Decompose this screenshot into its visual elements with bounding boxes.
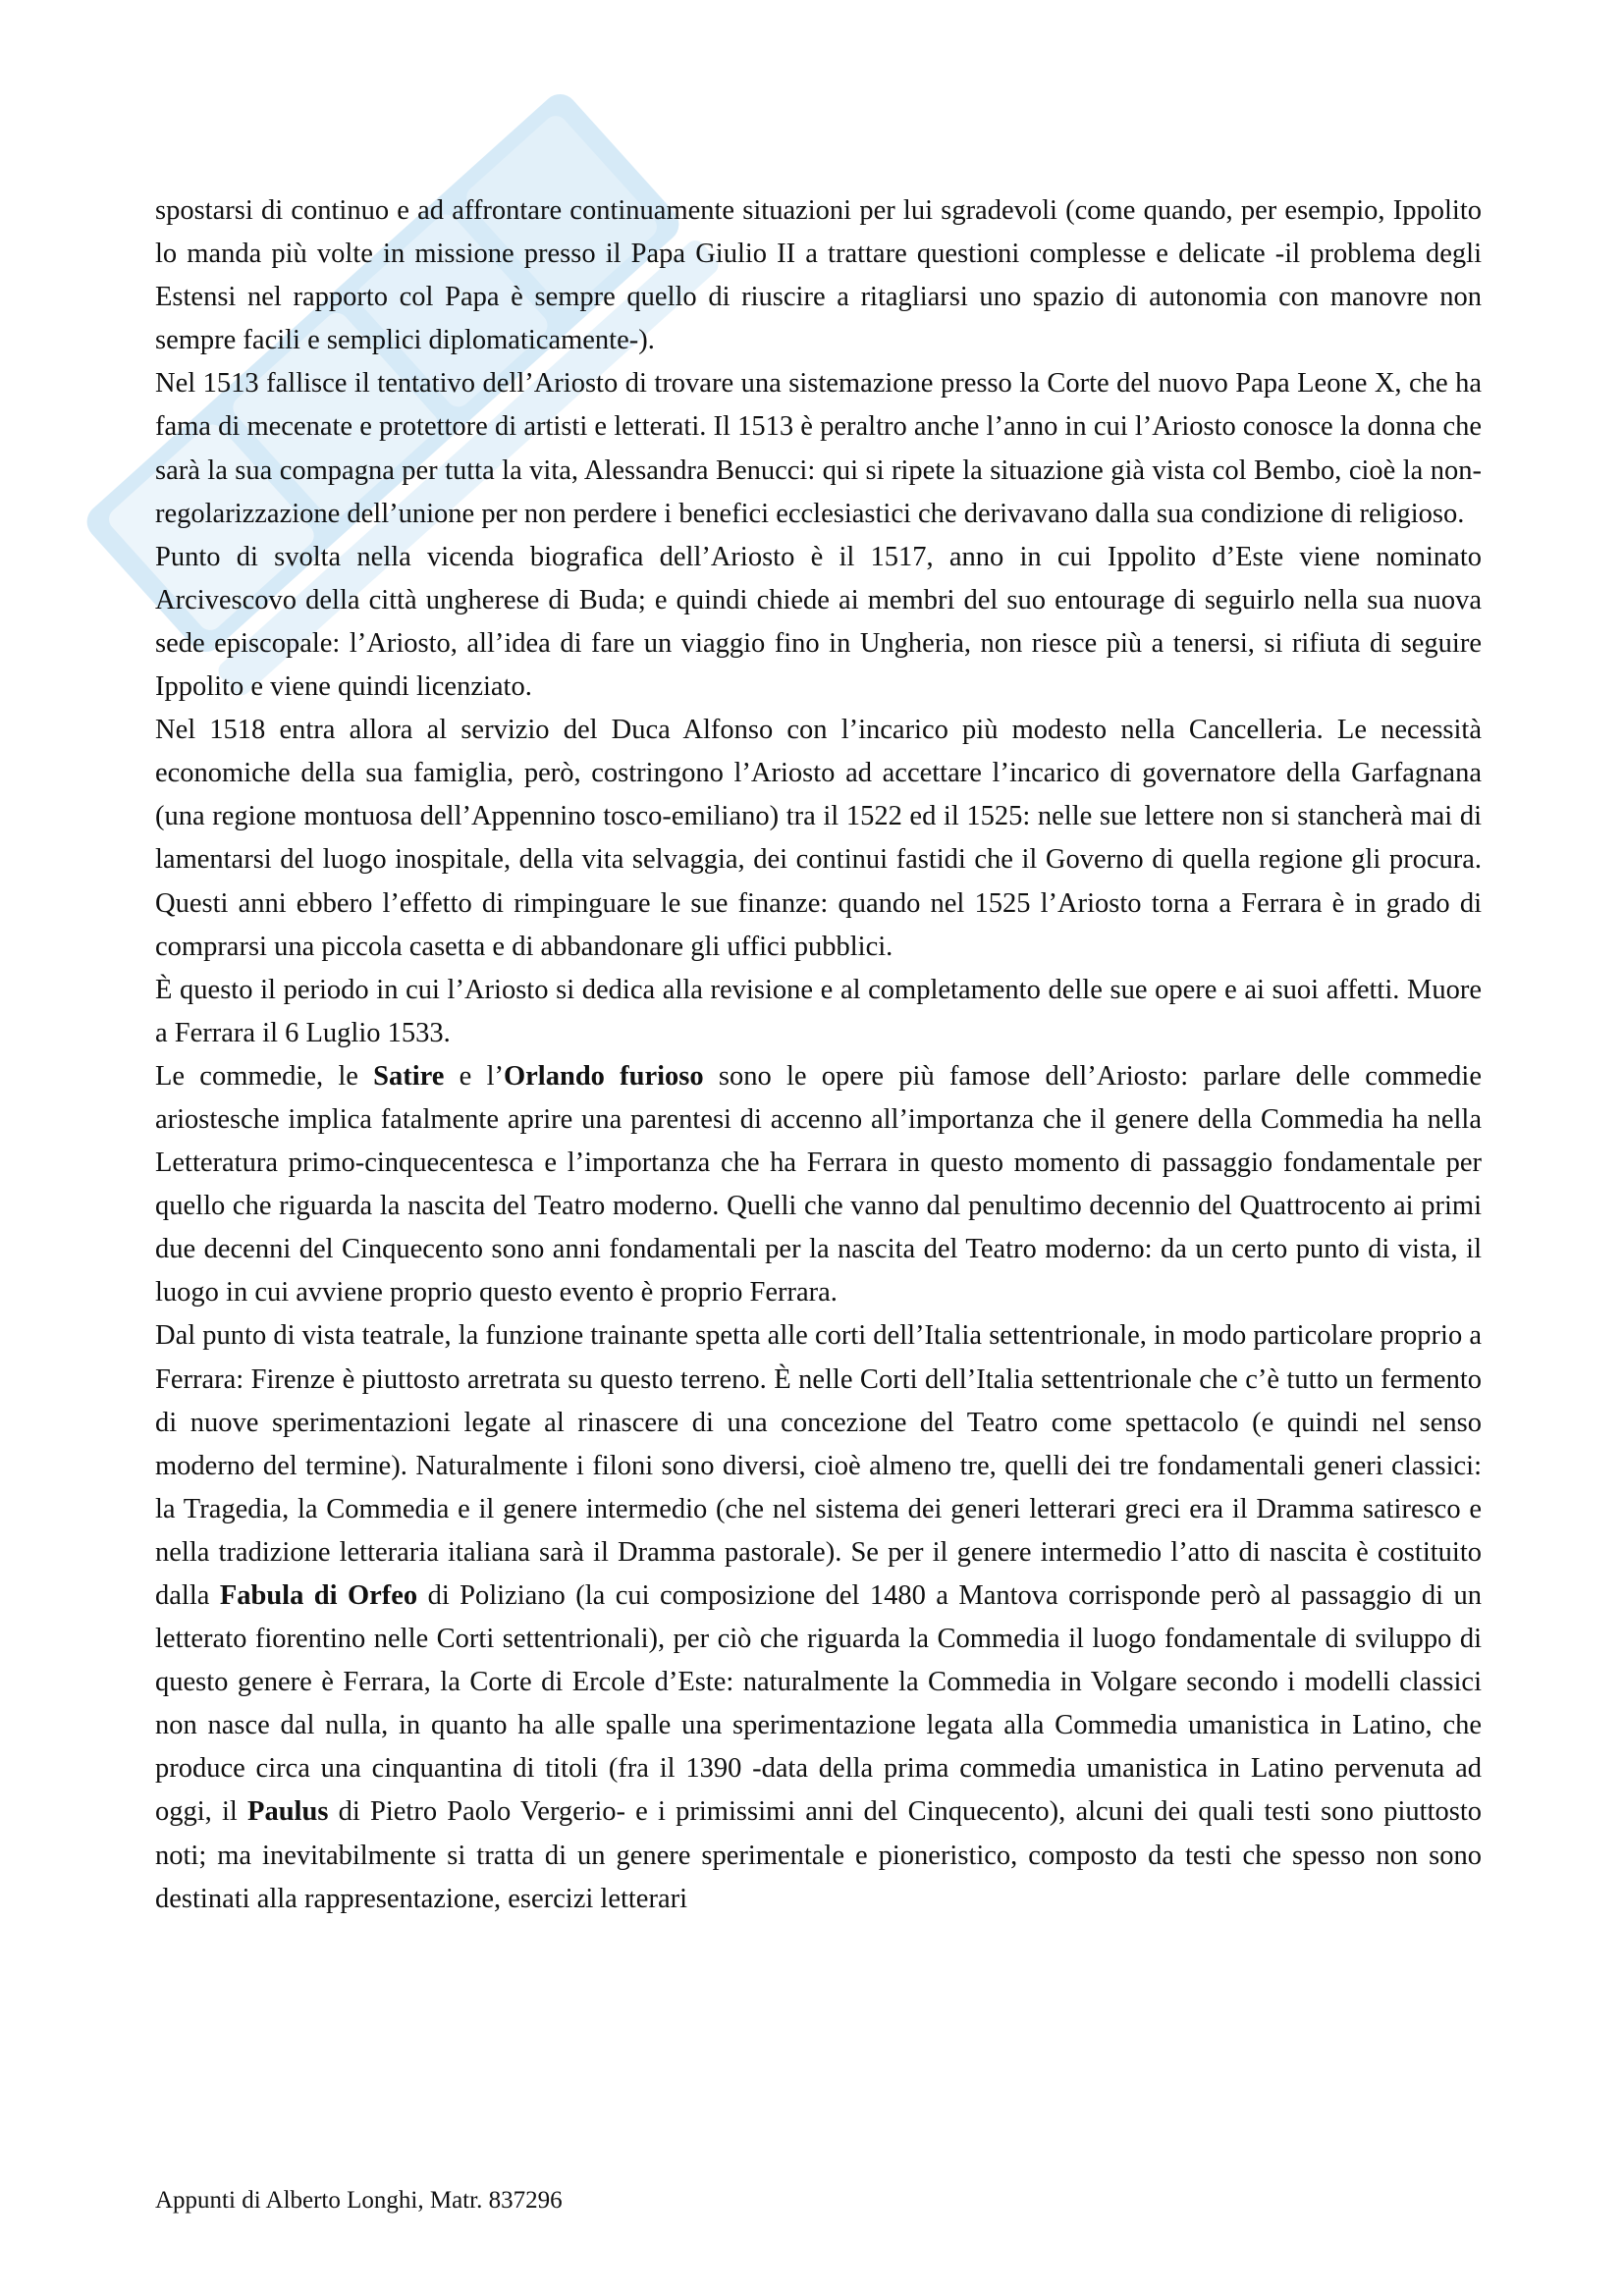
text-run: spostarsi di continuo e ad affrontare continuamente situazioni per lui sgradevoli (come quando, per esempio, Ippolito lo manda più volte in missione presso il Papa Giulio II a trattare questioni complesse e delicate -il problema degli Estensi nel rapporto col Papa è sempre quello di riuscire a ritagliarsi uno spazio di autonomia con manovre non sempre facili e semplici diplomaticamente-). xyxy=(155,195,1482,356)
bold-title: Satire xyxy=(373,1060,445,1092)
paragraph xyxy=(155,1314,1482,1920)
paragraph xyxy=(155,189,1482,362)
paragraph xyxy=(155,1055,1482,1315)
document-body xyxy=(155,189,1482,1921)
text-run: Le commedie, le xyxy=(155,1060,374,1092)
bold-title: Orlando furioso xyxy=(503,1060,704,1092)
text-run: Nel 1513 fallisce il tentativo dell’Ariosto di trovare una sistemazione presso la Corte del nuovo Papa Leone X, che ha fama di mecenate e protettore di artisti e letterati. Il 1513 è peraltro anche l’anno in cui l’Ariosto conosce la donna che sarà la sua compagna per tutta la vita, Alessandra Benucci: qui si ripete la situazione già vista col Bembo, cioè la non-regolarizzazione dell’unione per non perdere i benefici ecclesiastici che derivavano dalla sua condizione di religioso. xyxy=(155,368,1482,529)
text-run: Dal punto di vista teatrale, la funzione trainante spetta alle corti dell’Italia settentrionale, in modo particolare proprio a Ferrara: Firenze è piuttosto arretrata su questo terreno. È nelle Corti dell’Italia settentrionale che c’è tutto un fermento di nuove sperimentazioni legate al rinascere di una concezione del Teatro come spettacolo (e quindi nel senso moderno del termine). Naturalmente i filoni sono diversi, cioè almeno tre, quelli dei tre fondamentali generi classici: la Tragedia, la Commedia e il genere intermedio (che nel sistema dei generi letterari greci era il Dramma satiresco e nella tradizione letteraria italiana sarà il Dramma pastorale). Se per il genere intermedio l’atto di nascita è costituito dalla xyxy=(155,1320,1482,1611)
paragraph xyxy=(155,536,1482,709)
bold-title: Paulus xyxy=(247,1796,329,1828)
text-run: Punto di svolta nella vicenda biografica dell’Ariosto è il 1517, anno in cui Ippolito d’Este viene nominato Arcivescovo della città ungherese di Buda; e quindi chiede ai membri del suo entourage di seguirlo nella sua nuova sede episcopale: l’Ariosto, all’idea di fare un viaggio fino in Ungheria, non riesce più a tenersi, si rifiuta di seguire Ippolito e viene quindi licenziato. xyxy=(155,541,1482,703)
paragraph xyxy=(155,969,1482,1055)
text-run: di Poliziano (la cui composizione del 1480 a Mantova corrisponde però al passaggio di un letterato fiorentino nelle Corti settentrionali), per ciò che riguarda la Commedia il luogo fondamentale di sviluppo di questo genere è Ferrara, la Corte di Ercole d’Este: naturalmente la Commedia in Volgare secondo i modelli classici non nasce dal nulla, in quanto ha alle spalle una sperimentazione legata alla Commedia umanistica in Latino, che produce circa una cinquantina di titoli (fra il 1390 -data della prima commedia umanistica in Latino pervenuta ad oggi, il xyxy=(155,1580,1482,1828)
text-run: Nel 1518 entra allora al servizio del Duca Alfonso con l’incarico più modesto nella Cancelleria. Le necessità economiche della sua famiglia, però, costringono l’Ariosto ad accettare l’incarico di governatore della Garfagnana (una regione montuosa dell’Appennino tosco-emiliano) tra il 1522 ed il 1525: nelle sue lettere non si stancherà mai di lamentarsi del luogo inospitale, della vita selvaggia, dei continui fastidi che il Governo di quella regione gli procura. Questi anni ebbero l’effetto di rimpinguare le sue finanze: quando nel 1525 l’Ariosto torna a Ferrara è in grado di comprarsi una piccola casetta e di abbandonare gli uffici pubblici. xyxy=(155,715,1482,962)
text-run: di Pietro Paolo Vergerio- e i primissimi anni del Cinquecento), alcuni dei quali testi sono piuttosto noti; ma inevitabilmente si tratta di un genere sperimentale e pioneristico, composto da testi che spesso non sono destinati alla rappresentazione, esercizi letterari xyxy=(155,1796,1482,1914)
paragraph xyxy=(155,709,1482,969)
text-run: È questo il periodo in cui l’Ariosto si dedica alla revisione e al completamento delle sue opere e ai suoi affetti. Muore a Ferrara il 6 Luglio 1533. xyxy=(155,974,1482,1048)
text-run: sono le opere più famose dell’Ariosto: parlare delle commedie ariostesche implica fatalmente aprire una parentesi di accenno all’importanza che il genere della Commedia ha nella Letteratura primo-cinquecentesca e l’importanza che ha Ferrara in questo momento di passaggio fondamentale per quello che riguarda la nascita del Teatro moderno. Quelli che vanno dal penultimo decennio del Quattrocento ai primi due decenni del Cinquecento sono anni fondamentali per la nascita del Teatro moderno: da un certo punto di vista, il luogo in cui avviene proprio questo evento è proprio Ferrara. xyxy=(155,1060,1482,1308)
paragraph xyxy=(155,362,1482,535)
bold-title: Fabula di Orfeo xyxy=(219,1580,418,1611)
footer-text: Appunti di Alberto Longhi, Matr. 837296 xyxy=(155,2187,563,2214)
text-run: e l’ xyxy=(444,1060,504,1092)
